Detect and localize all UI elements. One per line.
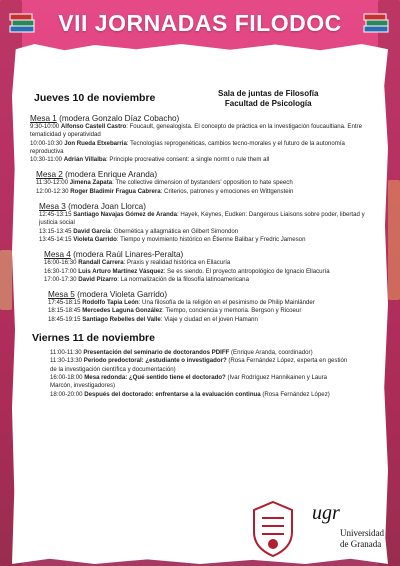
list-item: 10:00-10:30 Jon Rueda Etxebarria: Tecnologías reprogenéticas, cambios tecno-morales y el futuro de la autonomía reproductiva — [30, 139, 345, 155]
list-item: 9:30-10:00 Alfonso Castell Castro: Foucault, genealogista. El concepto de práctica en la investigación foucaultiana. Entre tematicidad y operatividad — [30, 123, 362, 139]
day2-program — [50, 349, 350, 399]
mesa-5 — [48, 290, 380, 324]
page-title: VII JORNADAS FILODOC — [58, 10, 342, 36]
list-item: 11:00-11:30 Presentación del seminario de doctorandos PDIFF (Enrique Aranda, coordinador) — [50, 349, 313, 357]
list-item: 13:45-14:15 Violeta Garrido: Tiempo y movimiento histórico en Étienne Balibar y Fredric Jameson — [39, 235, 306, 243]
mesa-moderator: (modera Gonzalo Díaz Cobacho) — [56, 114, 180, 123]
mesa-moderator: (modera Violeta Garrido) — [74, 290, 168, 300]
venue-faculty: Facultad de Psicología — [224, 99, 312, 108]
day-heading: Viernes 11 de noviembre — [32, 332, 155, 345]
mesa-label: Mesa 2 — [36, 170, 63, 180]
ugr-logo-text: ugr — [312, 502, 340, 524]
list-item: 17:00-17:30 David Pizarro: La normalización de la filosofía latinoamericana — [44, 275, 249, 283]
mesa-label: Mesa 1 — [30, 114, 57, 123]
mesa-moderator: (modera Enrique Aranda) — [62, 170, 158, 180]
day-heading: Jueves 10 de noviembre — [34, 92, 156, 104]
list-item: 18:00-20:00 Después del doctorado: enfrentarse a la evaluación continua (Rosa Fernández López) — [50, 390, 330, 398]
list-item: 13:15-13:45 David García: Gbernética y allagmática en Gilbert Simondon — [39, 227, 239, 235]
list-item: 12:45-13:15 Santiago Navajas Gómez de Aranda: Hayek, Keynes, Eudken: Dangerous Liaisons sobre poder, libertad y justicia social — [39, 211, 365, 227]
list-item: 16:30-17:00 Luis Arturo Martínez Vásquez: Se es siendo. El proyecto antropológico de Ignacio Ellacuría — [44, 267, 330, 275]
list-item: 16:00-18:00 Mesa redonda: ¿Qué sentido tiene el doctorado? (Ivar Rodríguez Hannikainen y Laura Marcón, investigadores) — [50, 373, 328, 390]
list-item: 16:00-16:30 Randall Carrera: Praxis y realidad histórica en Ellacuría — [44, 259, 231, 267]
mesa-moderator: (modera Raúl Linares-Peralta) — [70, 250, 184, 260]
mesa-1 — [30, 114, 380, 164]
list-item: 10:30-11:00 Adrián Villalba: Principle procreative consent: a single normt o rule them all — [30, 156, 270, 164]
program — [30, 92, 380, 399]
university-name: Universidad de Granada — [340, 528, 384, 549]
mesa-label: Mesa 4 — [44, 250, 71, 260]
mesa-2 — [36, 170, 380, 196]
list-item: 18:15-18:45 Mercedes Laguna González: Tiempo, conciencia y memoria. Bergson y Ricoeur — [48, 307, 302, 315]
list-item: 11:30-13:30 Periodo predoctoral: ¿estudiante o investigador? (Rosa Fernández López, experta en gestión de la investigación científica y documentación) — [50, 357, 348, 373]
list-item: 18:45-19:15 Santiago Rebelles del Valle: Viaje y ciudad en el joven Hamann — [48, 315, 258, 323]
list-item: 11:30-12:00 Jimena Zapata: The collective dimension of bystanders' opposition to hate speech — [36, 179, 293, 187]
books-icon — [362, 12, 390, 34]
university-seal-icon — [248, 500, 298, 558]
mesa-moderator: (modera Joan Llorca) — [65, 202, 146, 212]
mesa-3 — [39, 202, 380, 244]
mesa-label: Mesa 3 — [39, 202, 66, 212]
list-item: 12:00-12:30 Roger Bladimir Fragua Cabrera: Criterios, patrones y emociones en Wittgenstein — [36, 187, 294, 195]
list-item: 17:45-18:15 Rodolfo Tapia León: Una filosofía de la religión en el pesimismo de Philip Mainländer — [48, 299, 315, 307]
mesa-label: Mesa 5 — [48, 290, 75, 300]
mesa-4 — [44, 250, 380, 284]
venue-room: Sala de juntas de Filosofía — [218, 89, 319, 98]
